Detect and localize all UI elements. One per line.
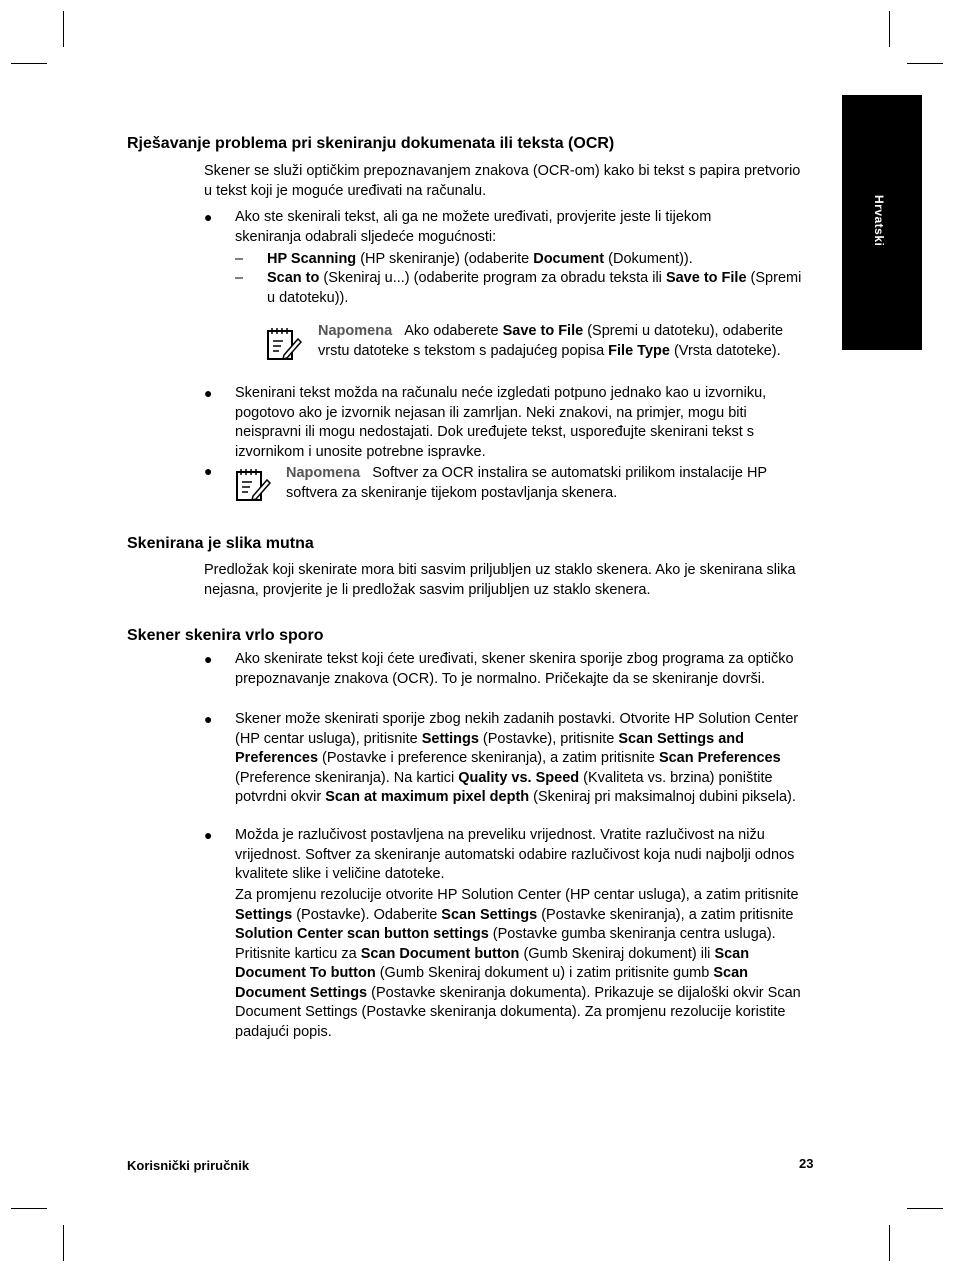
bullet-marker: ● [204, 711, 213, 727]
footer-title: Korisnički priručnik [127, 1158, 250, 1173]
bullet-marker: ● [204, 463, 213, 479]
section-heading: Rješavanje problema pri skeniranju dokumenata ili teksta (OCR) [127, 135, 615, 152]
note-box: Napomena Ako odaberete Save to File (Spremi u datoteku), odaberite vrstu datoteke s tekstom s padajućeg popisa File Type (Vrsta datoteke). [318, 323, 784, 359]
note-icon [233, 466, 271, 504]
language-tab-label: Hrvatski [872, 195, 886, 247]
note-label: Napomena [318, 323, 393, 339]
list-item: Možda je razlučivost postavljena na preveliku vrijednost. Vratite razlučivost na nižu vrijednost. Softver za skeniranje automatski odabire razlučivost koja nudi najbolji odnos kvalitete slike i veličine datoteke. [235, 827, 795, 882]
dash-marker: – [235, 251, 244, 267]
intro-paragraph: Skener se služi optičkim prepoznavanjem znakova (OCR-om) kako bi tekst s papira pretvorio u tekst koji je moguće uređivati na računalu. [204, 163, 801, 199]
list-item: Skener može skenirati sporije zbog nekih zadanih postavki. Otvorite HP Solution Center (HP centar usluga), pritisnite Settings (Postavke), pritisnite Scan Settings and Preferences (Postavke i preference skeniranja), a zatim pritisnite Scan Preferences (Preference skeniranja). Na kartici Quality vs. Speed (Kvaliteta vs. brzina) poništite potvrdni okvir Scan at maximum pixel depth (Skeniraj pri maksimalnoj dubini piksela). [235, 711, 799, 805]
note-label: Napomena [286, 465, 361, 481]
list-item-paragraph: Za promjenu rezolucije otvorite HP Solution Center (HP centar usluga), a zatim pritisnite Settings (Postavke). Odaberite Scan Settings (Postavke skeniranja), a zatim pritisnite Solution Center scan button settings (Postavke gumba skeniranja centra usluga). Pritisnite karticu za Scan Document button (Gumb Skeniraj dokument) ili Scan Document To button (Gumb Skeniraj dokument u) i zatim pritisnite gumb Scan Document Settings (Postavke skeniranja dokumenta). Prikazuje se dijaloški okvir Scan Document Settings (Postavke skeniranja dokumenta). Za promjenu rezolucije koristite padajući popis. [235, 887, 801, 1040]
bullet-marker: ● [204, 827, 213, 843]
note-icon [264, 325, 302, 363]
section-heading: Skenirana je slika mutna [127, 535, 314, 552]
section-heading: Skener skenira vrlo sporo [127, 627, 324, 644]
bullet-marker: ● [204, 651, 213, 667]
sub-list-item: Scan to (Skeniraj u...) (odaberite program za obradu teksta ili Save to File (Spremi u datoteku)). [267, 270, 802, 306]
list-item: Ako skenirate tekst koji ćete uređivati, skener skenira sporije zbog programa za optičko prepoznavanje znakova (OCR). To je normalno. Pričekajte da se skeniranje dovrši. [235, 651, 794, 687]
note-box: Napomena Softver za OCR instalira se automatski prilikom instalacije HP softvera za skeniranje tijekom postavljanja skenera. [286, 465, 767, 501]
bullet-marker: ● [204, 209, 213, 225]
list-item: Skenirani tekst možda na računalu neće izgledati potpuno jednako kao u izvorniku, pogotovo ako je izvornik nejasan ili zamrljan. Neki znakovi, na primjer, mogu biti neispravni ili mogu nedostajati. Dok uređujete tekst, uspoređujte skenirani tekst s izvornikom i unosite potrebne ispravke. [235, 385, 767, 460]
sub-list-item: HP Scanning (HP skeniranje) (odaberite Document (Dokument)). [267, 251, 693, 267]
list-item: Ako ste skenirali tekst, ali ga ne možete uređivati, provjerite jeste li tijekom skeniranja odabrali sljedeće mogućnosti: [235, 209, 712, 245]
dash-marker: – [235, 270, 244, 286]
page-number: 23 [799, 1156, 814, 1171]
bullet-marker: ● [204, 385, 213, 401]
section-paragraph: Predložak koji skenirate mora biti sasvim priljubljen uz staklo skenera. Ako je skenirana slika nejasna, provjerite je li predložak sasvim priljubljen uz staklo skenera. [204, 562, 796, 598]
